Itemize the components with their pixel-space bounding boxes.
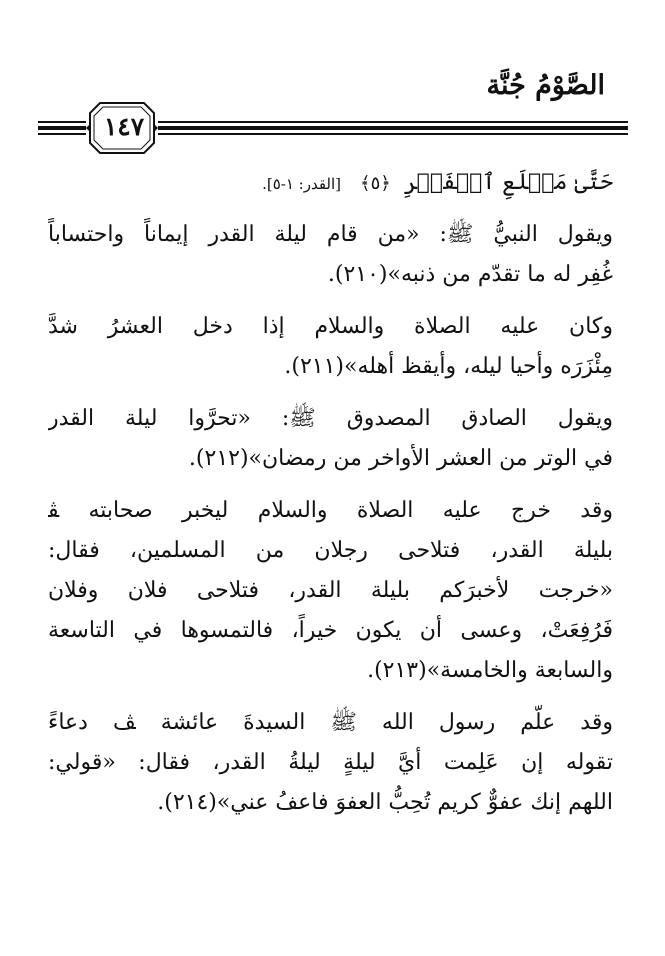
verse-citation: [القدر: ١-٥].	[262, 175, 342, 193]
paragraph-gap	[48, 479, 613, 491]
paragraph-gap	[48, 295, 613, 307]
paragraph-gap	[48, 203, 613, 215]
paragraph-gap	[48, 691, 613, 703]
ayah-marker: ﴿٥﴾	[360, 173, 391, 194]
text-line: «خرجت لأخبرَكم بليلة القدر، فتلاحى فلان وفلان	[48, 578, 613, 603]
text-line: اللهم إنك عفوٌّ كريم تُحِبُّ العفوَ فاعفُ عني»(٢١٤).	[157, 790, 613, 815]
header-rule	[38, 95, 628, 155]
paragraph	[48, 307, 613, 387]
text-line: والسابعة والخامسة»(٢١٣).	[367, 658, 613, 683]
text-line: في الوتر من العشر الأواخر من رمضان»(٢١٢).	[188, 446, 613, 471]
text-line: ويقول النبيُّ ﷺ: «من قام ليلة القدر إيماناً واحتساباً	[48, 222, 613, 247]
text-line: وقد علّم رسول الله ﷺ السيدةَ عائشة ﭫ دعاءً	[48, 710, 613, 735]
verse-line	[48, 163, 613, 203]
text-line: فَرُفِعَتْ، وعسى أن يكون خيراً، فالتمسوها في التاسعة	[48, 618, 613, 643]
text-line: ويقول الصادق المصدوق ﷺ: «تحرَّوا ليلة القدر	[48, 406, 613, 431]
text-line: وكان عليه الصلاة والسلام إذا دخل العشرُ شدَّ	[48, 314, 613, 339]
running-title: الصَّوْمُ جُنَّة	[486, 70, 605, 101]
text-line: بليلة القدر، فتلاحى رجلان من المسلمين، فقال:	[48, 538, 613, 563]
paragraph	[48, 215, 613, 295]
paragraph-gap	[48, 387, 613, 399]
text-line: تقوله إن عَلِمت أيَّ ليلةٍ ليلةُ القدر، فقال: «قولي:	[48, 750, 613, 775]
text-line: وقد خرج عليه الصلاة والسلام ليخبر صحابته ﭭ	[48, 498, 613, 523]
ayah-number: ٥	[370, 173, 381, 194]
paragraph	[48, 703, 613, 823]
page-number: ١٤٧	[103, 112, 145, 141]
paragraph	[48, 491, 613, 691]
page-header	[0, 0, 665, 140]
quran-verse: حَتَّىٰ مَطۡلَعِ ٱلۡفَجۡرِ	[403, 170, 613, 195]
paragraph	[48, 399, 613, 479]
page-body	[48, 163, 613, 823]
text-line: غُفِر له ما تقدّم من ذنبه»(٢١٠).	[327, 262, 613, 287]
text-line: مِئْزَرَه وأحيا ليله، وأيقظ أهله»(٢١١).	[284, 354, 613, 379]
